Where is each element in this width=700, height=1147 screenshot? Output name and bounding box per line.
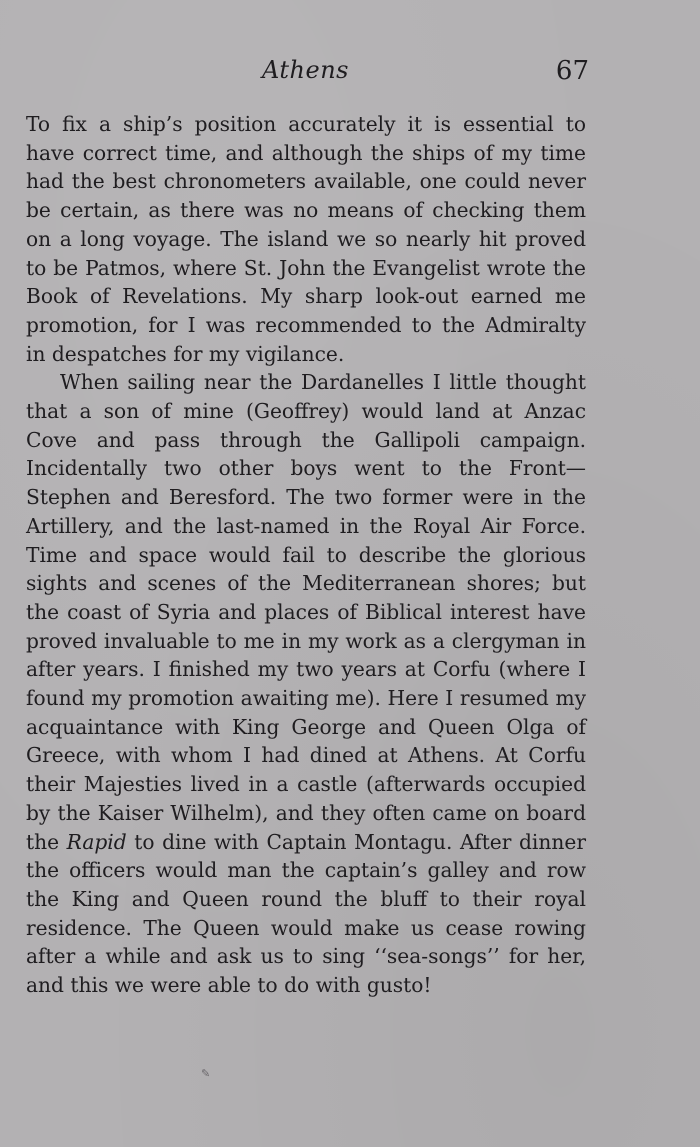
paragraph-2-text-before-ship: When sailing near the Dardanelles I little thought that a son of mine (Geoffrey) would land at Anzac Cove and pass through the Gallipoli campaign. Incidentally two other boys went to the Front— Stephen and Beresford. The two former were in the Artillery, and the last-named in the Royal Air Force. Time and space would fail to describe the glorious sights and scenes of the Mediterranean shores; but the coast of Syria and places of Biblical interest have proved invaluable to me in my work as a clergyman in after years. I finished my two years at Corfu (where I found my promotion awaiting me). Here I resumed my acquaintance with King George and Queen Olga of Greece, with whom I had dined at Athens. At Corfu their Majesties lived in a castle (afterwards occupied by the Kaiser Wilhelm), and they often came on board the <box>26 370 586 854</box>
page-mark: ✎ <box>201 1067 211 1080</box>
body-text <box>26 110 586 1000</box>
paragraph-2-text-after-ship: to dine with Captain Montagu. After dinner the officers would man the captain’s galley and row the King and Queen round the bluff to their royal residence. The Queen would make us cease rowing after a while and ask us to sing ‘‘sea-songs’’ for her, and this we were able to do with gusto! <box>26 829 586 998</box>
ship-name-rapid: Rapid <box>66 829 127 854</box>
page-number: 67 <box>555 56 589 86</box>
running-head-title: Athens <box>262 56 349 84</box>
paragraph-1: To fix a ship’s position accurately it is essential to have correct time, and although the ships of my time had the best chronometers available, one could never be certain, as there was no means of checking them on a long voyage. The island we so nearly hit proved to be Patmos, where St. John the Evangelist wrote the Book of Revelations. My sharp look-out earned me promotion, for I was recommended to the Admiralty in despatches for my vigilance. <box>26 112 586 366</box>
paragraph-2 <box>26 368 586 999</box>
